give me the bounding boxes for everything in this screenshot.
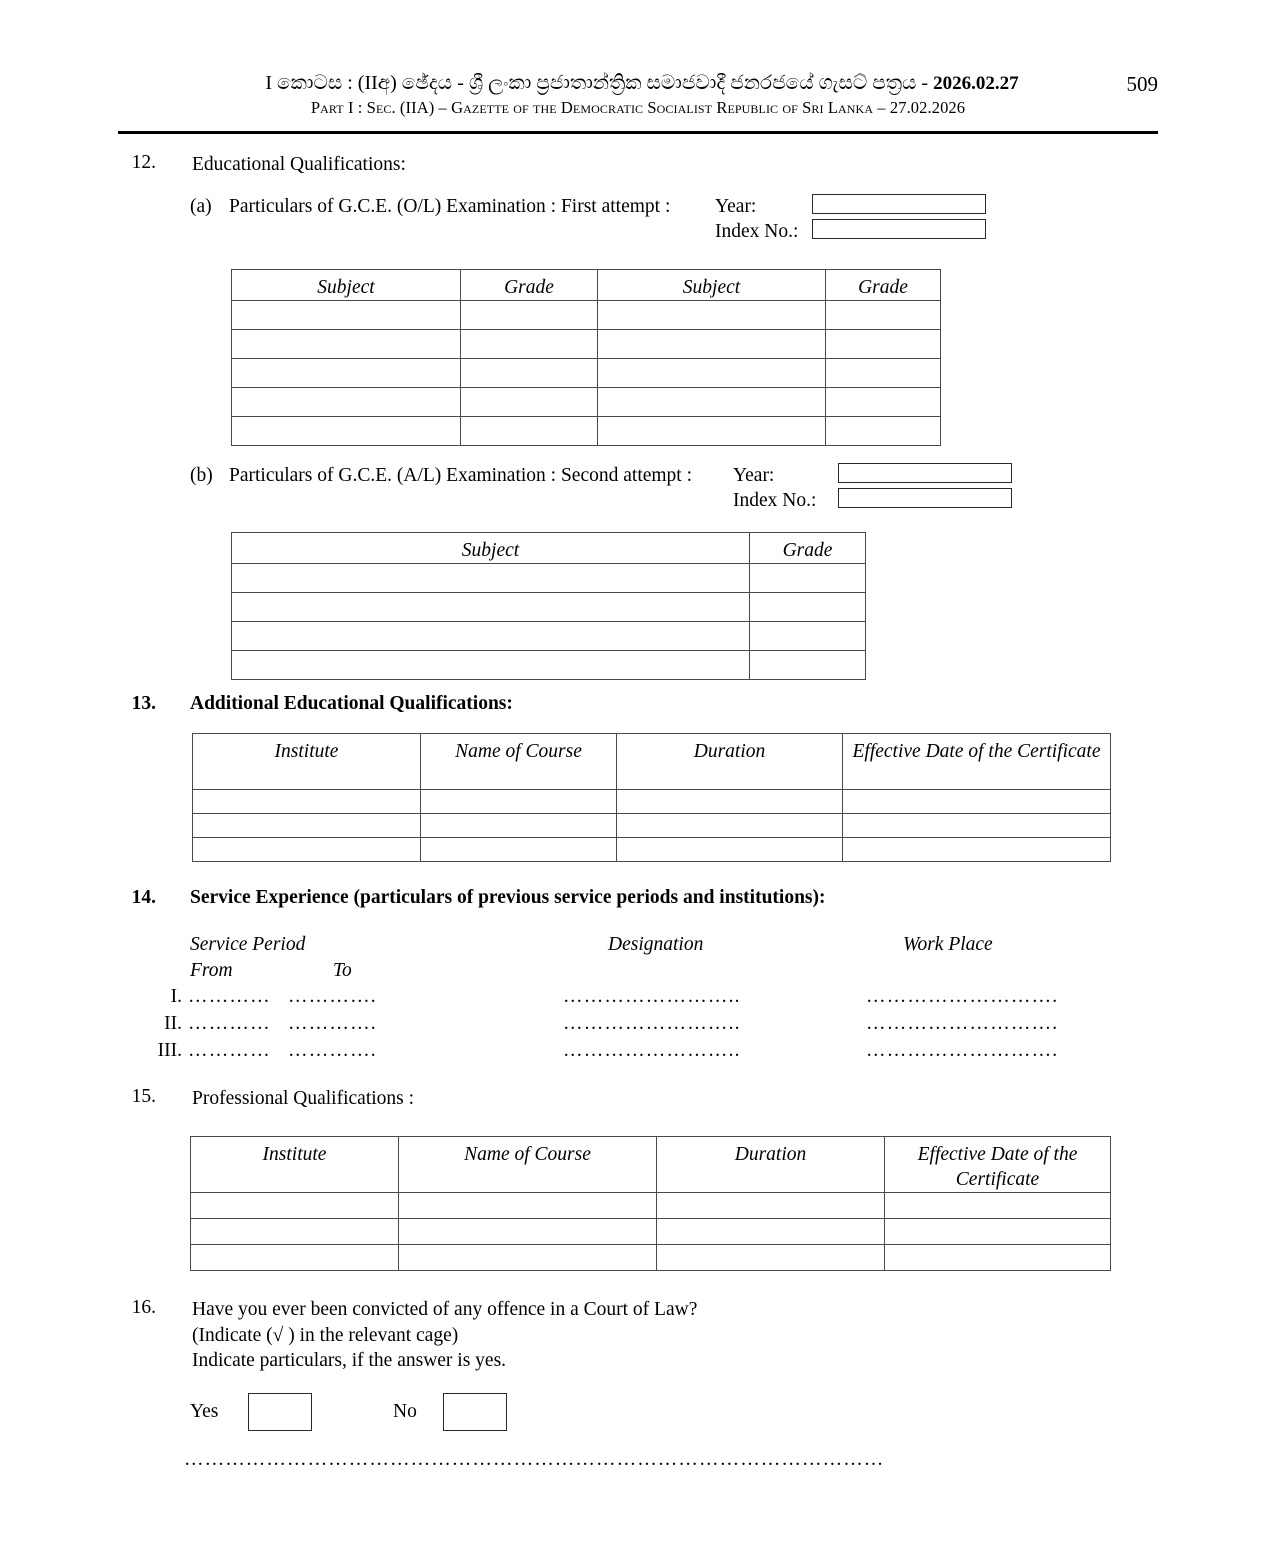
table-row	[191, 1219, 1111, 1245]
cell-subject-1[interactable]	[232, 417, 461, 446]
section-16-instruction: (Indicate (√ ) in the relevant cage)	[192, 1325, 459, 1346]
header-sinhala-text: I කොටස : (IIඅ) ඡේදය - ශ්‍රී ලංකා ප්‍රජාතාන්ත්‍රික සමාජවාදී ජනරජයේ ගැසට් පත්‍රය - 2026.02.27	[265, 72, 1019, 94]
header-sinhala-date: 2026.02.27	[933, 73, 1019, 94]
cell-grade-2[interactable]	[826, 388, 941, 417]
cell-effective-date[interactable]	[885, 1219, 1111, 1245]
cell-duration[interactable]	[657, 1193, 885, 1219]
col-institute: Institute	[193, 734, 421, 790]
table-header-row	[193, 734, 1111, 790]
section-14-workplace-2[interactable]: ……………………….	[866, 1013, 1059, 1034]
section-14-title: Service Experience (particulars of previous service periods and institutions):	[190, 887, 826, 908]
cell-institute[interactable]	[193, 814, 421, 838]
table-row	[232, 622, 866, 651]
cell-name-of-course[interactable]	[421, 838, 617, 862]
section-14-col-to: To	[333, 960, 352, 981]
col-name-of-course: Name of Course	[399, 1137, 657, 1193]
cell-institute[interactable]	[193, 838, 421, 862]
cell-name-of-course[interactable]	[399, 1219, 657, 1245]
cell-subject-2[interactable]	[598, 417, 826, 446]
section-12a-marker: (a)	[190, 196, 212, 217]
section-12b-year-input[interactable]	[838, 463, 1012, 483]
section-12-number: 12.	[131, 152, 156, 173]
section-14-col-designation: Designation	[608, 934, 704, 955]
section-12b-al-table	[231, 532, 866, 680]
section-14-designation-2[interactable]: ……………………..	[563, 1013, 741, 1034]
table-row	[232, 651, 866, 680]
cell-institute[interactable]	[191, 1245, 399, 1271]
cell-name-of-course[interactable]	[421, 790, 617, 814]
table-row	[232, 388, 941, 417]
header-english-text	[118, 98, 1158, 118]
cell-name-of-course[interactable]	[399, 1245, 657, 1271]
page-header	[118, 72, 1158, 118]
col-grade-1: Grade	[461, 270, 598, 301]
cell-subject-2[interactable]	[598, 359, 826, 388]
cell-grade-2[interactable]	[826, 359, 941, 388]
cell-duration[interactable]	[657, 1219, 885, 1245]
section-13-number: 13.	[131, 693, 156, 714]
table-row	[232, 593, 866, 622]
section-12a-index-label: Index No.:	[715, 221, 799, 242]
section-14-to-3[interactable]: ………….	[288, 1040, 377, 1061]
cell-duration[interactable]	[617, 814, 843, 838]
cell-effective-date[interactable]	[843, 814, 1111, 838]
cell-grade-1[interactable]	[461, 330, 598, 359]
section-14-row-label-2: II.	[164, 1013, 182, 1034]
table-row	[232, 301, 941, 330]
cell-institute[interactable]	[191, 1219, 399, 1245]
cell-subject[interactable]	[232, 651, 750, 680]
table-row	[193, 814, 1111, 838]
section-12a-year-input[interactable]	[812, 194, 986, 214]
section-12a-year-label: Year:	[715, 196, 757, 217]
cell-grade-1[interactable]	[461, 388, 598, 417]
section-16-note: Indicate particulars, if the answer is yes.	[192, 1350, 507, 1371]
section-14-col-workplace: Work Place	[903, 934, 993, 955]
cell-subject-2[interactable]	[598, 388, 826, 417]
section-14-row-label-3: III.	[157, 1040, 182, 1061]
cell-grade-2[interactable]	[826, 417, 941, 446]
section-12b-year-label: Year:	[733, 465, 775, 486]
section-14-designation-3[interactable]: ……………………..	[563, 1040, 741, 1061]
table-row	[232, 330, 941, 359]
col-grade: Grade	[750, 533, 866, 564]
section-14-from-2[interactable]: …………	[188, 1013, 271, 1034]
table-row	[232, 564, 866, 593]
section-16-yes-label: Yes	[190, 1401, 219, 1422]
cell-subject[interactable]	[232, 593, 750, 622]
table-header-row	[232, 533, 866, 564]
cell-name-of-course[interactable]	[399, 1193, 657, 1219]
section-14-to-2[interactable]: ………….	[288, 1013, 377, 1034]
cell-grade[interactable]	[750, 651, 866, 680]
section-13-table	[192, 733, 1111, 862]
section-16-no-label: No	[393, 1401, 417, 1422]
section-12b-marker: (b)	[190, 465, 213, 486]
cell-grade-2[interactable]	[826, 330, 941, 359]
cell-duration[interactable]	[617, 790, 843, 814]
section-16-particulars-line[interactable]: …………………………………………………………………………………………	[184, 1449, 885, 1470]
section-15-table	[190, 1136, 1111, 1271]
cell-effective-date[interactable]	[843, 790, 1111, 814]
section-14-col-from: From	[190, 960, 233, 981]
section-12b-text: Particulars of G.C.E. (A/L) Examination : Second attempt :	[229, 465, 693, 486]
col-effective-date: Effective Date of the Certificate	[885, 1137, 1111, 1193]
col-subject: Subject	[232, 533, 750, 564]
cell-subject-1[interactable]	[232, 330, 461, 359]
section-14-to-1[interactable]: ………….	[288, 986, 377, 1007]
cell-institute[interactable]	[191, 1193, 399, 1219]
section-13-title: Additional Educational Qualifications:	[190, 693, 513, 714]
cell-subject-2[interactable]	[598, 301, 826, 330]
section-12b-index-input[interactable]	[838, 488, 1012, 508]
col-institute: Institute	[191, 1137, 399, 1193]
section-12b-index-label: Index No.:	[733, 490, 817, 511]
section-16-no-checkbox[interactable]	[443, 1393, 507, 1431]
header-divider-rule	[118, 131, 1158, 134]
section-15-title: Professional Qualifications :	[192, 1088, 415, 1109]
section-16-yes-checkbox[interactable]	[248, 1393, 312, 1431]
section-14-row-label-1: I.	[170, 986, 182, 1007]
header-english-part-label: Part	[310, 98, 344, 117]
table-row	[232, 359, 941, 388]
page-number: 509	[1126, 72, 1158, 96]
section-15-number: 15.	[131, 1086, 156, 1107]
section-14-workplace-3[interactable]: ……………………….	[866, 1040, 1059, 1061]
cell-grade[interactable]	[750, 593, 866, 622]
section-14-workplace-1[interactable]: ……………………….	[866, 986, 1059, 1007]
cell-grade[interactable]	[750, 564, 866, 593]
section-14-number: 14.	[131, 887, 156, 908]
cell-subject[interactable]	[232, 622, 750, 651]
section-16-question: Have you ever been convicted of any offence in a Court of Law?	[192, 1299, 698, 1320]
col-grade-2: Grade	[826, 270, 941, 301]
header-sinhala-row	[118, 72, 1158, 95]
col-subject-1: Subject	[232, 270, 461, 301]
cell-subject-2[interactable]	[598, 330, 826, 359]
cell-effective-date[interactable]	[843, 838, 1111, 862]
cell-grade-1[interactable]	[461, 417, 598, 446]
cell-subject[interactable]	[232, 564, 750, 593]
cell-duration[interactable]	[657, 1245, 885, 1271]
cell-subject-1[interactable]	[232, 301, 461, 330]
table-header-row	[232, 270, 941, 301]
section-12a-text: Particulars of G.C.E. (O/L) Examination : First attempt :	[229, 196, 671, 217]
cell-effective-date[interactable]	[885, 1193, 1111, 1219]
cell-effective-date[interactable]	[885, 1245, 1111, 1271]
section-14-from-1[interactable]: …………	[188, 986, 271, 1007]
cell-duration[interactable]	[617, 838, 843, 862]
section-12a-index-input[interactable]	[812, 219, 986, 239]
header-english-body: I : Sec. (IIA) – Gazette of the Democratic Socialist Republic of Sri Lanka – 27.02.2026	[347, 98, 966, 117]
col-name-of-course: Name of Course	[421, 734, 617, 790]
col-duration: Duration	[657, 1137, 885, 1193]
section-12a-ol-table	[231, 269, 941, 446]
section-12-title: Educational Qualifications:	[192, 154, 406, 175]
section-16-number: 16.	[131, 1297, 156, 1318]
col-duration: Duration	[617, 734, 843, 790]
table-row	[193, 790, 1111, 814]
table-row	[193, 838, 1111, 862]
table-row	[232, 417, 941, 446]
cell-institute[interactable]	[193, 790, 421, 814]
section-14-designation-1[interactable]: ……………………..	[563, 986, 741, 1007]
section-14-col-service-period: Service Period	[190, 934, 306, 955]
cell-grade-2[interactable]	[826, 301, 941, 330]
col-effective-date: Effective Date of the Certificate	[843, 734, 1111, 790]
cell-name-of-course[interactable]	[421, 814, 617, 838]
cell-grade[interactable]	[750, 622, 866, 651]
cell-subject-1[interactable]	[232, 359, 461, 388]
table-row	[191, 1245, 1111, 1271]
col-subject-2: Subject	[598, 270, 826, 301]
section-14-from-3[interactable]: …………	[188, 1040, 271, 1061]
table-row	[191, 1193, 1111, 1219]
table-header-row	[191, 1137, 1111, 1193]
cell-grade-1[interactable]	[461, 359, 598, 388]
cell-grade-1[interactable]	[461, 301, 598, 330]
cell-subject-1[interactable]	[232, 388, 461, 417]
